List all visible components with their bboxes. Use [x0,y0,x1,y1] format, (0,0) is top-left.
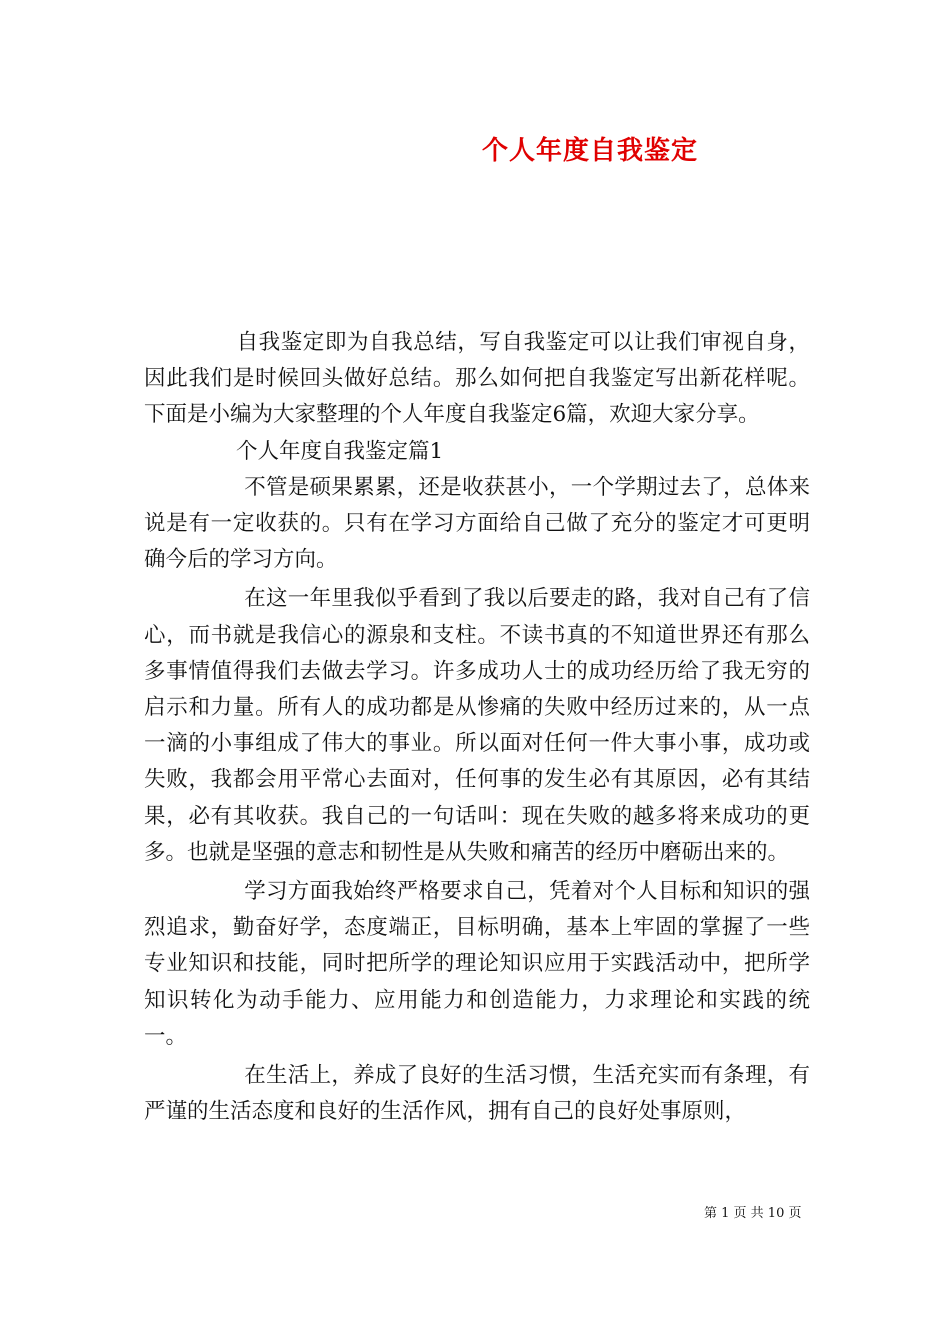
body-paragraph [144,874,810,1055]
paragraph-text: 学习方面我始终严格要求自己，凭着对个人目标和知识的强烈追求，勤奋好学，态度端正，目标明确，基本上牢固的掌握了一些专业知识和技能，同时把所学的理论知识应用于实践活动中，把所学知识转化为动手能力、应用能力和创造能力，力求理论和实践的统一。 [144,879,810,1049]
paragraph-text: 在生活上，养成了良好的生活习惯，生活充实而有条理，有严谨的生活态度和良好的生活作风，拥有自己的良好处事原则， [144,1063,810,1125]
body-paragraph [144,470,810,579]
body-paragraph [144,1058,810,1130]
intro-paragraph [144,325,810,434]
document-title: 个人年度自我鉴定 [481,136,698,166]
document-body [144,325,810,1130]
section-heading: 个人年度自我鉴定篇1 [236,438,444,464]
paragraph-text: 在这一年里我似乎看到了我以后要走的路，我对自己有了信心，而书就是我信心的源泉和支柱。不读书真的不知道世界还有那么多事情值得我们去做去学习。许多成功人士的成功经历给了我无穷的启示和力量。所有人的成功都是从惨痛的失败中经历过来的，从一点一滴的小事组成了伟大的事业。所以面对任何一件大事小事，成功或失败，我都会用平常心去面对，任何事的发生必有其原因，必有其结果，必有其收获。我自己的一句话叫：现在失败的越多将来成功的更多。也就是坚强的意志和韧性是从失败和痛苦的经历中磨砺出来的。 [144,586,810,865]
body-paragraph [144,581,810,871]
paragraph-text: 自我鉴定即为自我总结，写自我鉴定可以让我们审视自身，因此我们是时候回头做好总结。那么如何把自我鉴定写出新花样呢。下面是小编为大家整理的个人年度自我鉴定6篇，欢迎大家分享。 [144,330,810,428]
paragraph-text: 不管是硕果累累，还是收获甚小，一个学期过去了，总体来说是有一定收获的。只有在学习方面给自己做了充分的鉴定才可更明确今后的学习方向。 [144,474,810,573]
page-footer: 第 1 页 共 10 页 [704,1206,802,1221]
